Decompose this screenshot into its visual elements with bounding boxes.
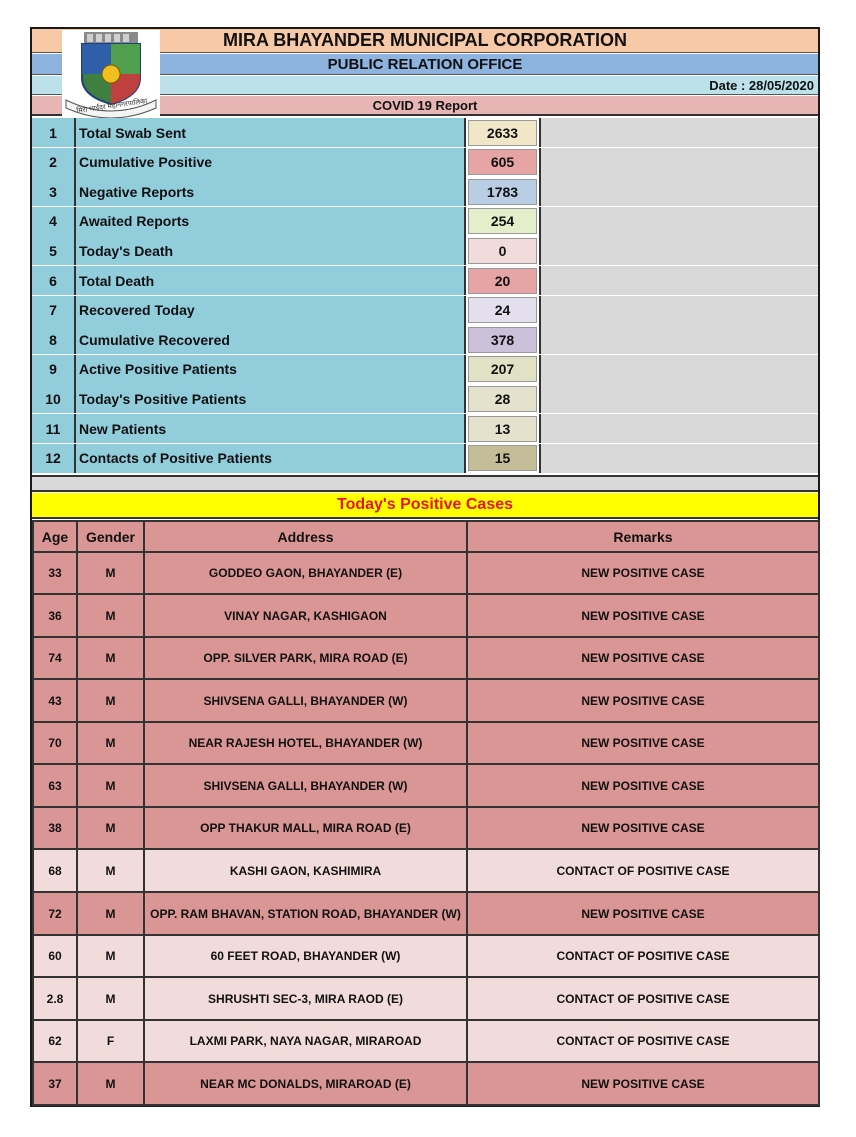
summary-row-number: 7: [32, 296, 76, 325]
summary-row-number: 9: [32, 355, 76, 384]
case-gender: M: [77, 935, 144, 977]
case-address: KASHI GAON, KASHIMIRA: [144, 849, 467, 892]
summary-row-value: 1783: [468, 179, 537, 205]
case-address: OPP. SILVER PARK, MIRA ROAD (E): [144, 637, 467, 679]
case-address: SHIVSENA GALLI, BHAYANDER (W): [144, 764, 467, 807]
remarks-header: Remarks: [467, 521, 819, 552]
report-title: COVID 19 Report: [32, 96, 818, 116]
table-header-row: [33, 521, 819, 552]
summary-row-label: Today's Death: [76, 236, 466, 265]
summary-row-blank: [539, 118, 818, 147]
table-row: [33, 552, 819, 594]
summary-row-number: 1: [32, 118, 76, 147]
summary-row-number: 2: [32, 148, 76, 177]
cases-title: Today's Positive Cases: [32, 493, 818, 519]
separator-band: [32, 475, 818, 492]
case-gender: F: [77, 1020, 144, 1062]
case-address: OPP THAKUR MALL, MIRA ROAD (E): [144, 807, 467, 849]
summary-row-label: Total Swab Sent: [76, 118, 466, 147]
case-remarks: CONTACT OF POSITIVE CASE: [467, 935, 819, 977]
table-row: [33, 977, 819, 1020]
summary-row-blank: [539, 296, 818, 325]
emblem-motto: मिरा भाईंदर महानगरपालिका: [76, 98, 148, 115]
summary-row-blank: [539, 207, 818, 236]
case-remarks: NEW POSITIVE CASE: [467, 594, 819, 637]
summary-row: [32, 444, 818, 473]
summary-row: [32, 236, 818, 265]
summary-row-label: Negative Reports: [76, 177, 466, 206]
summary-row-value: 605: [468, 149, 537, 175]
case-age: 68: [33, 849, 77, 892]
report-date: Date : 28/05/2020: [32, 76, 818, 95]
case-remarks: NEW POSITIVE CASE: [467, 892, 819, 935]
age-header: Age: [33, 521, 77, 552]
case-remarks: NEW POSITIVE CASE: [467, 722, 819, 764]
summary-row-number: 10: [32, 384, 76, 413]
gender-header: Gender: [77, 521, 144, 552]
case-remarks: NEW POSITIVE CASE: [467, 679, 819, 722]
case-address: NEAR RAJESH HOTEL, BHAYANDER (W): [144, 722, 467, 764]
summary-row-label: Recovered Today: [76, 296, 466, 325]
summary-row-value-cell: [466, 384, 539, 413]
summary-row-label: Awaited Reports: [76, 207, 466, 236]
case-address: OPP. RAM BHAVAN, STATION ROAD, BHAYANDER (W): [144, 892, 467, 935]
case-age: 70: [33, 722, 77, 764]
case-remarks: NEW POSITIVE CASE: [467, 764, 819, 807]
case-age: 33: [33, 552, 77, 594]
summary-row-value-cell: [466, 355, 539, 384]
case-remarks: CONTACT OF POSITIVE CASE: [467, 849, 819, 892]
case-remarks: NEW POSITIVE CASE: [467, 1062, 819, 1105]
summary-row-value-cell: [466, 177, 539, 206]
summary-row-value: 0: [468, 238, 537, 264]
case-gender: M: [77, 977, 144, 1020]
summary-row-label: Active Positive Patients: [76, 355, 466, 384]
summary-row-label: Contacts of Positive Patients: [76, 444, 466, 473]
summary-row-value-cell: [466, 236, 539, 265]
case-gender: M: [77, 637, 144, 679]
summary-row-label: Today's Positive Patients: [76, 384, 466, 413]
summary-row: [32, 207, 818, 236]
summary-row-value: 15: [468, 445, 537, 471]
summary-row: [32, 177, 818, 206]
summary-row-blank: [539, 236, 818, 265]
summary-row-blank: [539, 266, 818, 295]
case-remarks: NEW POSITIVE CASE: [467, 637, 819, 679]
case-remarks: NEW POSITIVE CASE: [467, 807, 819, 849]
summary-row-label: New Patients: [76, 414, 466, 443]
table-row: [33, 1062, 819, 1105]
case-gender: M: [77, 892, 144, 935]
case-age: 2.8: [33, 977, 77, 1020]
summary-row-number: 8: [32, 325, 76, 354]
summary-row: [32, 118, 818, 147]
address-header: Address: [144, 521, 467, 552]
case-age: 62: [33, 1020, 77, 1062]
case-age: 38: [33, 807, 77, 849]
case-address: 60 FEET ROAD, BHAYANDER (W): [144, 935, 467, 977]
summary-row-number: 6: [32, 266, 76, 295]
summary-row-value: 13: [468, 416, 537, 442]
case-gender: M: [77, 552, 144, 594]
case-age: 43: [33, 679, 77, 722]
summary-row-value-cell: [466, 118, 539, 147]
case-address: LAXMI PARK, NAYA NAGAR, MIRAROAD: [144, 1020, 467, 1062]
case-age: 74: [33, 637, 77, 679]
summary-row-value-cell: [466, 444, 539, 473]
summary-row-label: Cumulative Recovered: [76, 325, 466, 354]
case-age: 37: [33, 1062, 77, 1105]
positive-cases-table: [32, 520, 820, 1106]
summary-row-value-cell: [466, 207, 539, 236]
summary-row-number: 12: [32, 444, 76, 473]
summary-row: [32, 414, 818, 443]
summary-row-number: 11: [32, 414, 76, 443]
corporation-emblem-logo: [62, 30, 160, 118]
summary-row-value-cell: [466, 414, 539, 443]
summary-row-blank: [539, 384, 818, 413]
case-age: 63: [33, 764, 77, 807]
summary-row-value-cell: [466, 325, 539, 354]
summary-row: [32, 266, 818, 295]
summary-row-label: Total Death: [76, 266, 466, 295]
office-title: PUBLIC RELATION OFFICE: [32, 54, 818, 75]
summary-row-number: 3: [32, 177, 76, 206]
summary-table: [32, 118, 818, 475]
org-title: MIRA BHAYANDER MUNICIPAL CORPORATION: [32, 29, 818, 53]
summary-row-blank: [539, 444, 818, 473]
case-gender: M: [77, 1062, 144, 1105]
case-address: SHRUSHTI SEC-3, MIRA RAOD (E): [144, 977, 467, 1020]
table-row: [33, 637, 819, 679]
case-remarks: CONTACT OF POSITIVE CASE: [467, 977, 819, 1020]
table-row: [33, 892, 819, 935]
summary-row: [32, 355, 818, 384]
case-address: VINAY NAGAR, KASHIGAON: [144, 594, 467, 637]
summary-row-value-cell: [466, 296, 539, 325]
summary-row-value-cell: [466, 266, 539, 295]
summary-row-blank: [539, 414, 818, 443]
table-row: [33, 935, 819, 977]
table-row: [33, 679, 819, 722]
summary-row: [32, 148, 818, 177]
summary-row: [32, 325, 818, 354]
summary-row-value: 207: [468, 356, 537, 382]
case-age: 60: [33, 935, 77, 977]
table-row: [33, 1020, 819, 1062]
summary-row-label: Cumulative Positive: [76, 148, 466, 177]
case-gender: M: [77, 594, 144, 637]
summary-row: [32, 296, 818, 325]
table-row: [33, 807, 819, 849]
summary-row-value: 28: [468, 386, 537, 412]
summary-row-blank: [539, 148, 818, 177]
summary-row-value: 20: [468, 268, 537, 294]
table-row: [33, 722, 819, 764]
summary-row-value: 378: [468, 327, 537, 353]
summary-row-blank: [539, 355, 818, 384]
case-gender: M: [77, 849, 144, 892]
table-row: [33, 594, 819, 637]
case-gender: M: [77, 722, 144, 764]
summary-row-value: 254: [468, 208, 537, 234]
summary-row-number: 4: [32, 207, 76, 236]
summary-row-blank: [539, 177, 818, 206]
case-remarks: NEW POSITIVE CASE: [467, 552, 819, 594]
summary-row-number: 5: [32, 236, 76, 265]
summary-row-value: 24: [468, 297, 537, 323]
case-gender: M: [77, 764, 144, 807]
case-address: SHIVSENA GALLI, BHAYANDER (W): [144, 679, 467, 722]
summary-row-value-cell: [466, 148, 539, 177]
case-gender: M: [77, 679, 144, 722]
summary-row-value: 2633: [468, 120, 537, 146]
case-age: 72: [33, 892, 77, 935]
table-row: [33, 764, 819, 807]
case-gender: M: [77, 807, 144, 849]
case-address: NEAR MC DONALDS, MIRAROAD (E): [144, 1062, 467, 1105]
summary-row: [32, 384, 818, 413]
summary-row-blank: [539, 325, 818, 354]
case-age: 36: [33, 594, 77, 637]
case-address: GODDEO GAON, BHAYANDER (E): [144, 552, 467, 594]
table-row: [33, 849, 819, 892]
case-remarks: CONTACT OF POSITIVE CASE: [467, 1020, 819, 1062]
